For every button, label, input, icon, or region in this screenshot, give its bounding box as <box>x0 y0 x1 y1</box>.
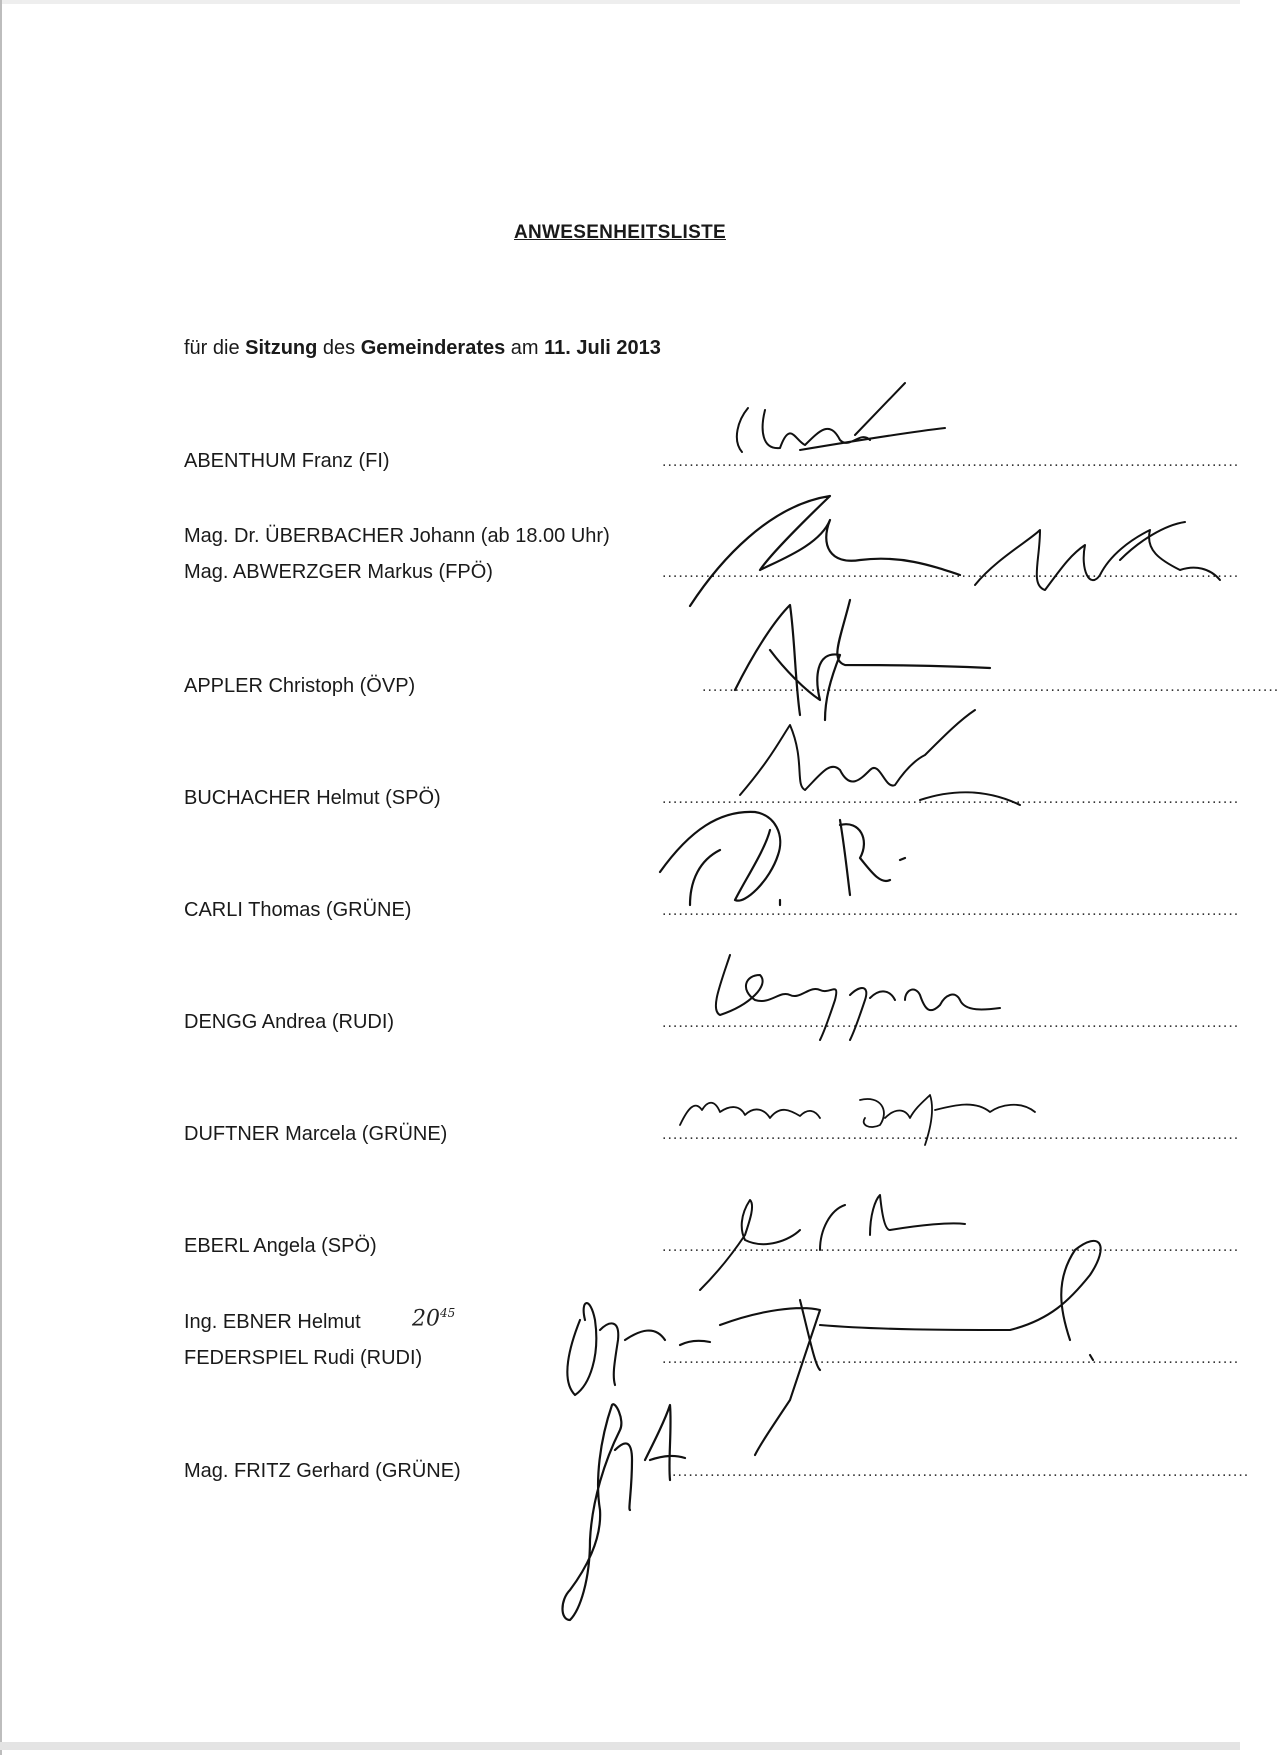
attendee-name-federspiel: FEDERSPIEL Rudi (RUDI) <box>184 1347 423 1369</box>
signature-line: .......................................................................................................... <box>662 1238 1240 1255</box>
signature-dengg <box>716 955 1000 1040</box>
signature-line: .......................................................................................................... <box>662 790 1240 807</box>
attendee-name-carli: CARLI Thomas (GRÜNE) <box>184 899 412 921</box>
handwritten-time-annotation: $20^{45}$ <box>412 1306 456 1332</box>
signature-line: .......................................................................................................... <box>662 453 1240 470</box>
signature-duftner <box>680 1095 1035 1145</box>
signature-ueberbacher <box>690 496 960 606</box>
signature-line: .......................................................................................................... <box>662 902 1240 919</box>
signature-appler <box>735 600 990 720</box>
attendee-name-eberl: EBERL Angela (SPÖ) <box>184 1235 377 1257</box>
document-subtitle: für die Sitzung des Gemeinderates am 11. Juli 2013 <box>184 337 661 359</box>
attendee-name-duftner: DUFTNER Marcela (GRÜNE) <box>184 1123 448 1145</box>
document-title: ANWESENHEITSLISTE <box>513 222 726 243</box>
signature-ebner-federspiel <box>567 1241 1240 1455</box>
signature-abenthum <box>737 383 945 452</box>
signature-line: .......................................................................................................... <box>662 1014 1240 1031</box>
attendee-name-abenthum: ABENTHUM Franz (FI) <box>184 450 390 472</box>
signature-buchacher <box>740 710 1020 805</box>
signature-line: .......................................................................................................... <box>672 1463 1250 1480</box>
attendee-name-ebner: Ing. EBNER Helmut <box>184 1311 361 1333</box>
signature-carli <box>660 812 905 905</box>
signature-line: .......................................................................................................... <box>662 564 1240 581</box>
signature-line: .......................................................................................................... <box>662 1350 1240 1367</box>
attendee-name-fritz: Mag. FRITZ Gerhard (GRÜNE) <box>184 1460 461 1482</box>
signature-eberl <box>700 1195 965 1290</box>
signature-line: .......................................................................................................... <box>702 678 1279 695</box>
signature-fritz <box>563 1404 686 1620</box>
signature-line: .......................................................................................................... <box>662 1126 1240 1143</box>
attendee-name-dengg: DENGG Andrea (RUDI) <box>184 1011 395 1033</box>
attendee-name-abwerzger: Mag. ABWERZGER Markus (FPÖ) <box>184 561 493 583</box>
signature-abwerzger <box>975 522 1220 590</box>
attendee-name-appler: APPLER Christoph (ÖVP) <box>184 675 416 697</box>
attendee-name-buchacher: BUCHACHER Helmut (SPÖ) <box>184 787 441 809</box>
attendee-name-ueberbacher: Mag. Dr. ÜBERBACHER Johann (ab 18.00 Uhr) <box>184 525 610 547</box>
